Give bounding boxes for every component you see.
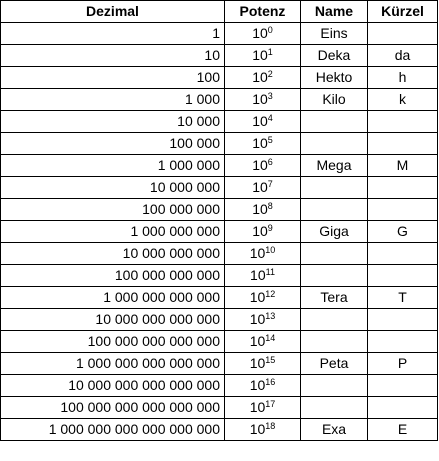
cell-potenz	[225, 67, 301, 89]
potenz-exponent: 3	[267, 91, 273, 101]
cell-name: Exa	[301, 419, 368, 441]
cell-name	[301, 243, 368, 265]
cell-name: Eins	[301, 23, 368, 45]
cell-kuerzel	[368, 397, 438, 419]
cell-dezimal: 10 000	[1, 111, 225, 133]
cell-dezimal: 10 000 000 000	[1, 243, 225, 265]
cell-potenz	[225, 111, 301, 133]
header-potenz: Potenz	[225, 1, 301, 23]
potenz-exponent: 12	[265, 289, 276, 299]
table-row	[1, 287, 438, 309]
potenz-exponent: 15	[265, 355, 276, 365]
cell-dezimal: 1	[1, 23, 225, 45]
cell-dezimal: 100 000 000	[1, 199, 225, 221]
table-row	[1, 133, 438, 155]
potenz-exponent: 4	[267, 113, 273, 123]
table-row	[1, 23, 438, 45]
potenz-exponent: 6	[267, 157, 273, 167]
cell-dezimal: 1 000 000 000 000 000	[1, 353, 225, 375]
cell-kuerzel: da	[368, 45, 438, 67]
cell-dezimal: 1 000	[1, 89, 225, 111]
table-row	[1, 221, 438, 243]
potenz-exponent: 16	[265, 377, 276, 387]
cell-potenz	[225, 155, 301, 177]
cell-kuerzel: G	[368, 221, 438, 243]
cell-potenz	[225, 177, 301, 199]
cell-potenz	[225, 199, 301, 221]
cell-kuerzel	[368, 243, 438, 265]
cell-dezimal: 10 000 000 000 000	[1, 309, 225, 331]
cell-dezimal: 10 000 000	[1, 177, 225, 199]
cell-potenz	[225, 89, 301, 111]
cell-kuerzel: M	[368, 155, 438, 177]
potenz-base: 10	[252, 157, 268, 173]
header-kuerzel: Kürzel	[368, 1, 438, 23]
potenz-base: 10	[250, 267, 266, 283]
header-row	[1, 1, 438, 23]
cell-name	[301, 199, 368, 221]
cell-name: Tera	[301, 287, 368, 309]
cell-kuerzel	[368, 309, 438, 331]
potenz-base: 10	[252, 113, 268, 129]
cell-potenz	[225, 221, 301, 243]
table-row	[1, 67, 438, 89]
table-body	[1, 23, 438, 441]
cell-kuerzel: h	[368, 67, 438, 89]
potenz-exponent: 8	[267, 201, 273, 211]
cell-kuerzel	[368, 265, 438, 287]
cell-dezimal: 100 000 000 000	[1, 265, 225, 287]
table-row	[1, 265, 438, 287]
potenz-exponent: 11	[265, 267, 275, 277]
cell-kuerzel	[368, 177, 438, 199]
potenz-exponent: 2	[267, 69, 273, 79]
potenz-base: 10	[252, 179, 268, 195]
cell-dezimal: 100 000 000 000 000	[1, 331, 225, 353]
cell-potenz	[225, 419, 301, 441]
potenz-base: 10	[252, 223, 268, 239]
cell-name	[301, 309, 368, 331]
table-row	[1, 353, 438, 375]
cell-kuerzel	[368, 23, 438, 45]
potenz-base: 10	[249, 333, 266, 349]
table-row	[1, 419, 438, 441]
potenz-base: 10	[252, 201, 268, 217]
cell-potenz	[225, 133, 301, 155]
table-row	[1, 111, 438, 133]
cell-potenz	[225, 309, 301, 331]
potenz-exponent: 14	[265, 333, 276, 343]
potenz-base: 10	[252, 91, 268, 107]
cell-kuerzel	[368, 199, 438, 221]
table-row	[1, 397, 438, 419]
potenz-exponent: 10	[265, 245, 276, 255]
cell-kuerzel: T	[368, 287, 438, 309]
cell-dezimal: 1 000 000 000	[1, 221, 225, 243]
cell-name: Kilo	[301, 89, 368, 111]
cell-kuerzel: k	[368, 89, 438, 111]
cell-name	[301, 133, 368, 155]
cell-potenz	[225, 375, 301, 397]
cell-kuerzel: E	[368, 419, 438, 441]
cell-dezimal: 1 000 000 000 000 000 000	[1, 419, 225, 441]
potenz-base: 10	[249, 377, 266, 393]
cell-kuerzel	[368, 375, 438, 397]
cell-name	[301, 397, 368, 419]
table-row	[1, 243, 438, 265]
cell-dezimal: 1 000 000	[1, 155, 225, 177]
cell-kuerzel	[368, 133, 438, 155]
table-row	[1, 375, 438, 397]
cell-name	[301, 331, 368, 353]
potenz-base: 10	[249, 311, 266, 327]
cell-name: Hekto	[301, 67, 368, 89]
cell-potenz	[225, 287, 301, 309]
header-name: Name	[301, 1, 368, 23]
table-row	[1, 155, 438, 177]
cell-dezimal: 100 000	[1, 133, 225, 155]
cell-potenz	[225, 23, 301, 45]
cell-dezimal: 100	[1, 67, 225, 89]
potenz-exponent: 17	[265, 399, 276, 409]
table-row	[1, 177, 438, 199]
cell-potenz	[225, 397, 301, 419]
potenz-base: 10	[252, 47, 268, 63]
potenz-exponent: 9	[267, 223, 273, 233]
potenz-base: 10	[249, 355, 266, 371]
table-row	[1, 199, 438, 221]
potenz-exponent: 18	[265, 421, 276, 431]
cell-name	[301, 177, 368, 199]
cell-potenz	[225, 45, 301, 67]
cell-name	[301, 265, 368, 287]
cell-kuerzel: P	[368, 353, 438, 375]
cell-name: Mega	[301, 155, 368, 177]
potenz-base: 10	[249, 421, 266, 437]
cell-kuerzel	[368, 331, 438, 353]
potenz-exponent: 1	[267, 47, 273, 57]
cell-name: Giga	[301, 221, 368, 243]
table-row	[1, 89, 438, 111]
table-row	[1, 45, 438, 67]
potenz-base: 10	[249, 289, 266, 305]
cell-kuerzel	[368, 111, 438, 133]
table-row	[1, 331, 438, 353]
cell-potenz	[225, 265, 301, 287]
potenz-exponent: 0	[267, 25, 273, 35]
potenz-base: 10	[252, 135, 268, 151]
cell-name: Deka	[301, 45, 368, 67]
cell-dezimal: 1 000 000 000 000	[1, 287, 225, 309]
potenz-exponent: 5	[267, 135, 273, 145]
table-row	[1, 309, 438, 331]
potenz-base: 10	[249, 245, 266, 261]
cell-dezimal: 100 000 000 000 000 000	[1, 397, 225, 419]
potenz-exponent: 13	[265, 311, 276, 321]
potenz-base: 10	[252, 69, 268, 85]
cell-name	[301, 375, 368, 397]
cell-potenz	[225, 243, 301, 265]
cell-potenz	[225, 353, 301, 375]
cell-name: Peta	[301, 353, 368, 375]
potenz-base: 10	[249, 399, 266, 415]
cell-potenz	[225, 331, 301, 353]
potenz-exponent: 7	[267, 179, 273, 189]
header-dezimal: Dezimal	[1, 1, 225, 23]
potenz-base: 10	[252, 25, 268, 41]
cell-dezimal: 10 000 000 000 000 000	[1, 375, 225, 397]
cell-name	[301, 111, 368, 133]
cell-dezimal: 10	[1, 45, 225, 67]
